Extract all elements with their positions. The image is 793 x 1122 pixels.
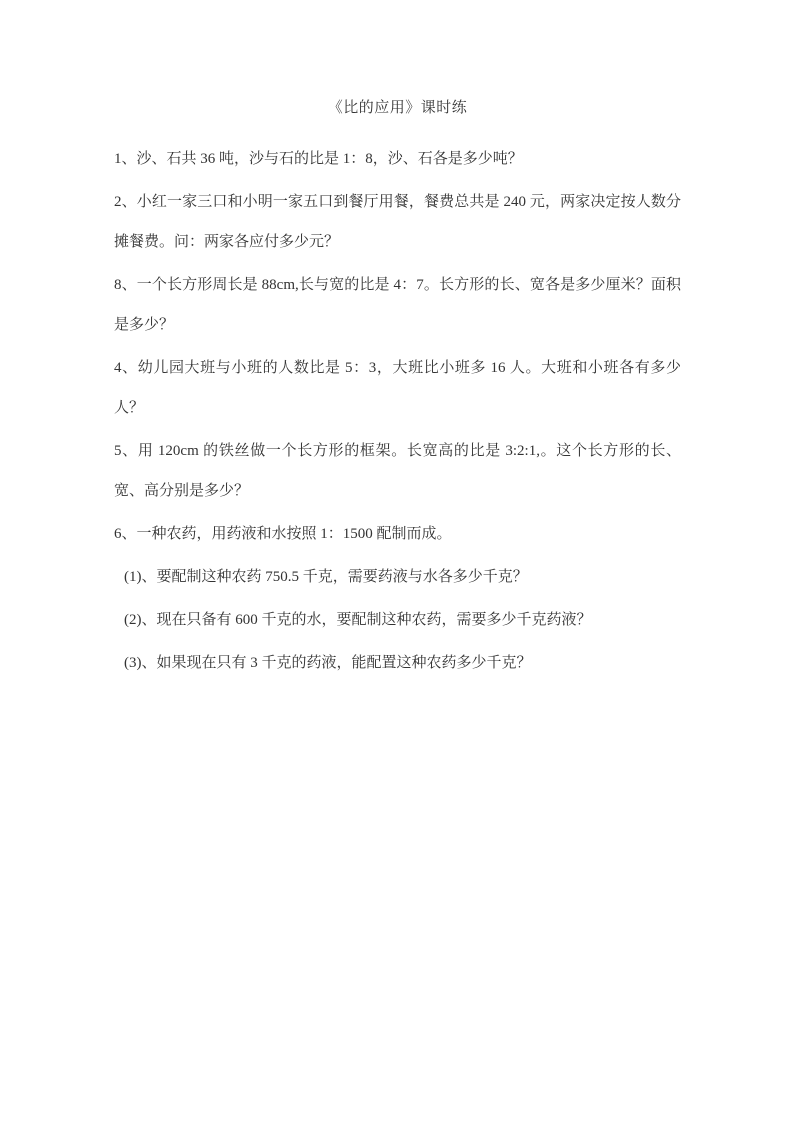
question-6: 6、一种农药，用药液和水按照 1：1500 配制而成。 xyxy=(114,526,452,542)
question-5: 5、用 120cm 的铁丝做一个长方形的框架。长宽高的比是 3:2:1,。这个长方形的长、宽、高分别是多少？ xyxy=(114,443,681,499)
question-6-part-1: (1)、要配制这种农药 750.5 千克，需要药液与水各多少千克？ xyxy=(124,569,528,585)
question-3: 8、一个长方形周长是 88cm,长与宽的比是 4：7。长方形的长、宽各是多少厘米？面积是多少？ xyxy=(114,277,681,333)
question-6-part-2: (2)、现在只备有 600 千克的水，要配制这种农药，需要多少千克药液？ xyxy=(124,612,592,628)
worksheet-title: 《比的应用》课时练 xyxy=(327,100,468,116)
question-4: 4、幼儿园大班与小班的人数比是 5：3，大班比小班多 16 人。大班和小班各有多少人？ xyxy=(114,360,681,416)
question-2: 2、小红一家三口和小明一家五口到餐厅用餐，餐费总共是 240 元，两家决定按人数分摊餐费。问：两家各应付多少元？ xyxy=(114,194,681,250)
question-1: 1、沙、石共 36 吨，沙与石的比是 1：8，沙、石各是多少吨？ xyxy=(114,151,523,167)
question-6-part-3: (3)、如果现在只有 3 千克的药液，能配置这种农药多少千克？ xyxy=(124,655,532,671)
